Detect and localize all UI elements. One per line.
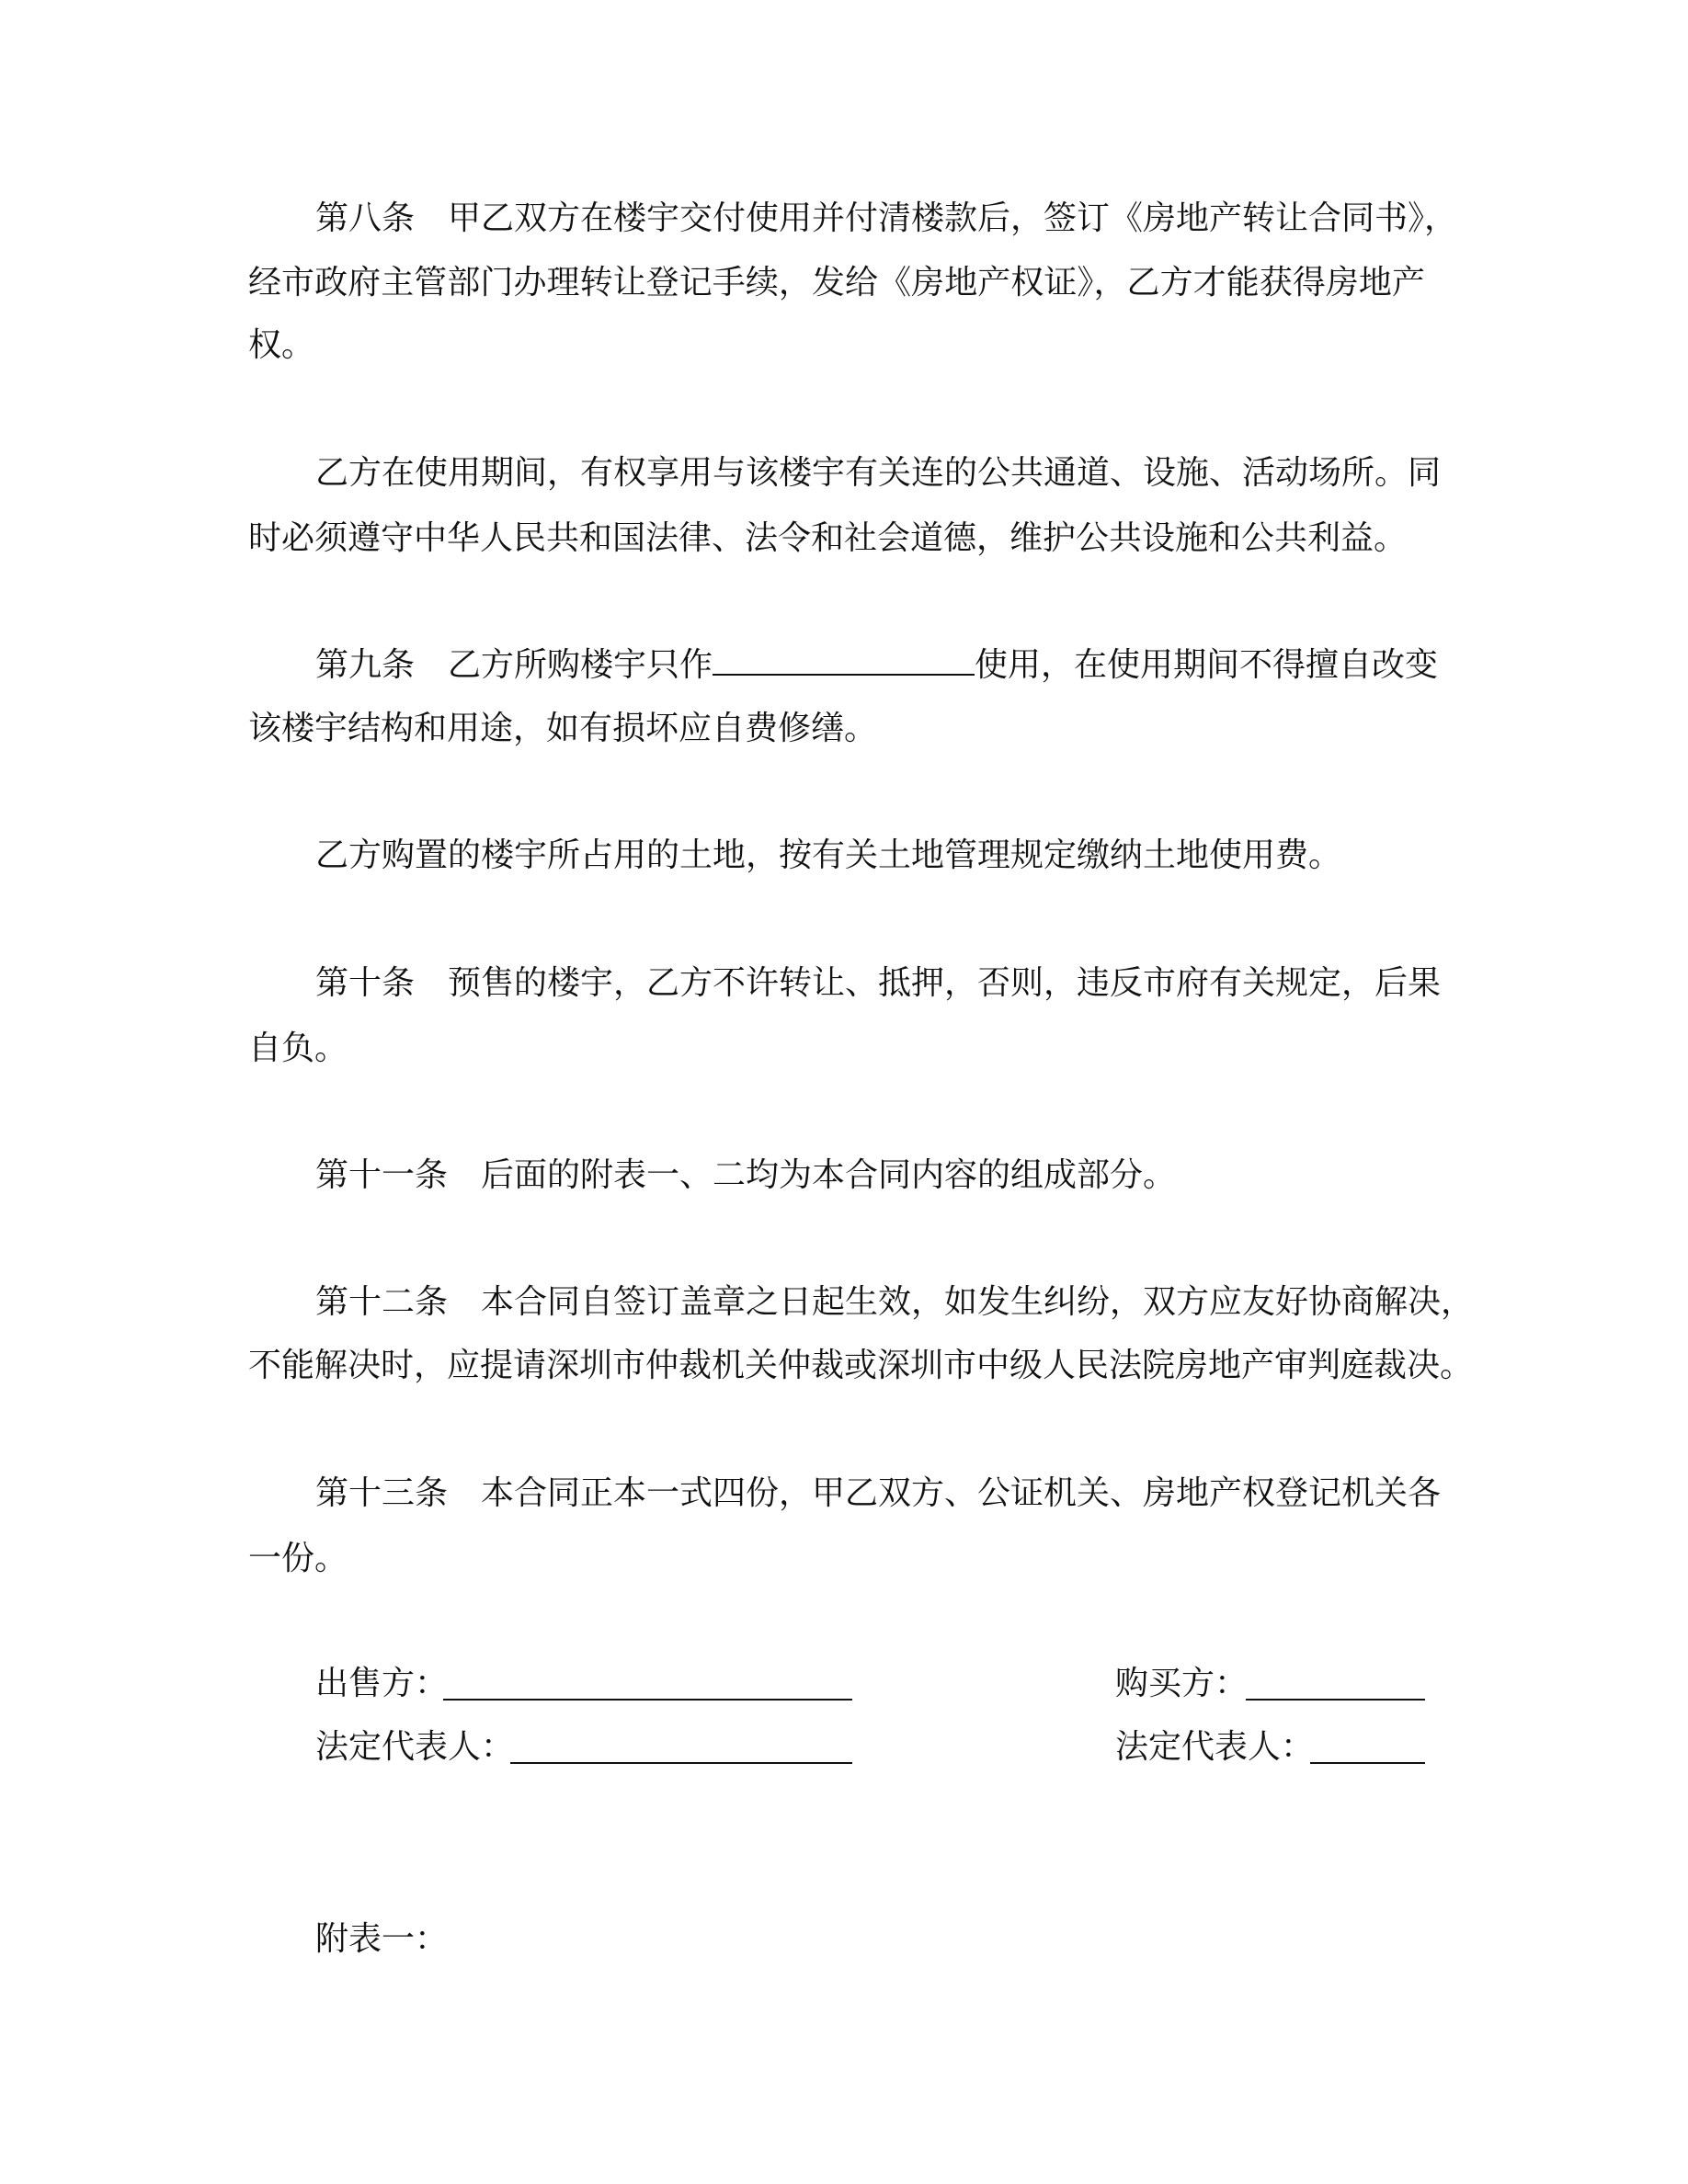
text-line: 时必须遵守中华人民共和国法律、法令和社会道德，维护公共设施和公共利益。 [248, 519, 1408, 556]
article-9-suffix: 使用，在使用期间不得擅自改变 [975, 646, 1439, 683]
text-line: 一份。 [248, 1540, 348, 1576]
seller-rep-label: 法定代表人： [315, 1728, 515, 1765]
text-line: 第八条 甲乙双方在楼宇交付使用并付清楼款后，签订《房地产转让合同书》， [315, 199, 1458, 236]
text-line: 第十二条 本合同自签订盖章之日起生效，如发生纠纷，双方应友好协商解决， [315, 1283, 1475, 1320]
article-9-prefix: 第九条 乙方所购楼宇只作 [315, 646, 713, 683]
buyer-signature-line[interactable] [1246, 1699, 1425, 1701]
article-9-land: 乙方购置的楼宇所占用的土地，按有关土地管理规定缴纳土地使用费。 [315, 836, 1342, 873]
seller-label: 出售方： [315, 1665, 449, 1701]
usage-blank[interactable] [713, 643, 975, 676]
buyer-label: 购买方： [1115, 1665, 1249, 1701]
article-11: 第十一条 后面的附表一、二均为本合同内容的组成部分。 [315, 1156, 1177, 1193]
text-line: 不能解决时，应提请深圳市仲裁机关仲裁或深圳市中级人民法院房地产审判庭裁决。 [248, 1347, 1474, 1383]
text-line: 第十三条 本合同正本一式四份，甲乙双方、公证机关、房地产权登记机关各 [315, 1474, 1442, 1511]
buyer-rep-signature-line[interactable] [1310, 1762, 1425, 1764]
text-line [315, 642, 1439, 688]
text-line: 该楼宇结构和用途，如有损坏应自费修缮。 [248, 710, 878, 746]
text-line: 第十条 预售的楼宇，乙方不许转让、抵押，否则，违反市府有关规定，后果 [315, 964, 1442, 1001]
seller-signature-line[interactable] [443, 1699, 852, 1701]
seller-rep-signature-line[interactable] [510, 1762, 852, 1764]
appendix-label: 附表一： [315, 1920, 449, 1957]
text-line: 经市政府主管部门办理转让登记手续，发给《房地产权证》，乙方才能获得房地产 [248, 264, 1425, 301]
text-line: 乙方在使用期间，有权享用与该楼宇有关连的公共通道、设施、活动场所。同 [315, 454, 1442, 491]
text-line: 自负。 [248, 1029, 348, 1066]
text-line: 权。 [248, 326, 315, 363]
buyer-rep-label: 法定代表人： [1115, 1728, 1315, 1765]
